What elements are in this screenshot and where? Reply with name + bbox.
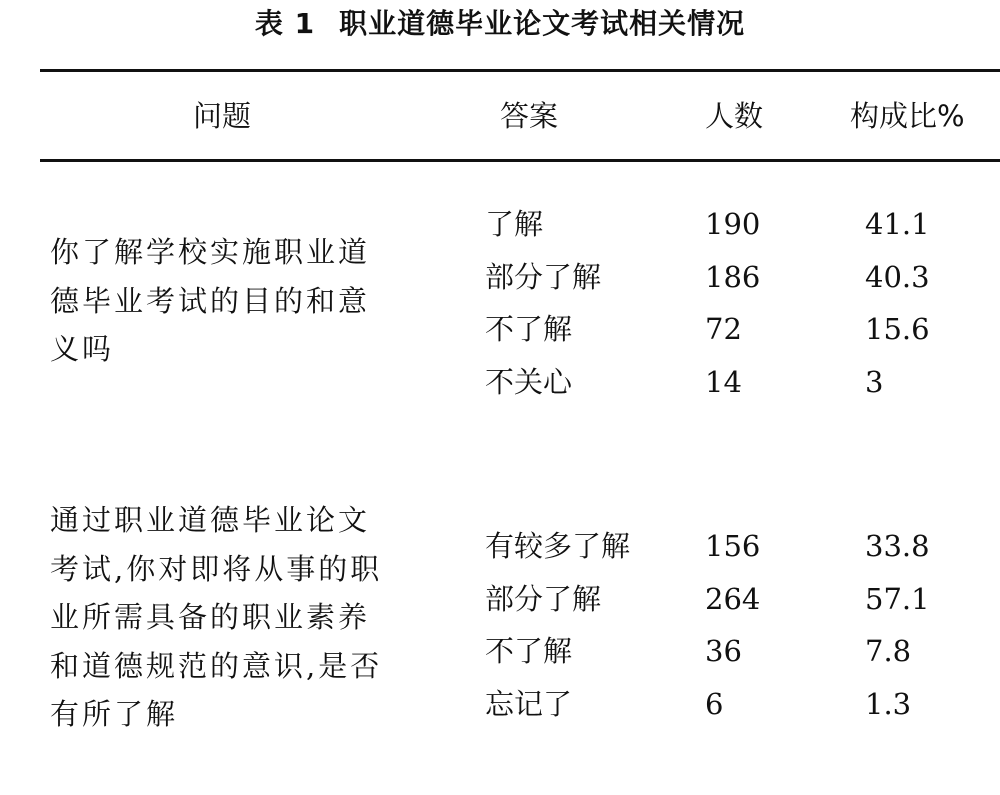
percent-cell: 1.3 [865, 686, 912, 721]
count-cell: 72 [705, 312, 742, 346]
count-cell: 14 [705, 364, 742, 399]
table-caption [0, 4, 1000, 44]
count-cell: 36 [705, 634, 742, 668]
percent-cell: 40.3 [865, 259, 930, 294]
percent-cell: 3 [865, 364, 884, 399]
count-cell: 186 [705, 259, 761, 294]
table-row [485, 522, 1000, 575]
answer-cell: 不了解 [485, 312, 573, 346]
table-row [485, 305, 1000, 358]
answer-cell: 不关心 [485, 364, 573, 399]
answer-group-1 [485, 200, 1000, 410]
question-1: 你了解学校实施职业道德毕业考试的目的和意义吗 [50, 235, 371, 366]
percent-cell: 57.1 [865, 581, 930, 616]
percent-cell: 7.8 [865, 634, 912, 668]
count-cell: 6 [705, 686, 724, 721]
table-row [485, 680, 1000, 733]
percent-cell: 33.8 [865, 529, 930, 563]
answer-cell: 不了解 [485, 634, 573, 668]
question-2: 通过职业道德毕业论文考试,你对即将从事的职业所需具备的职业素养和道德规范的意识,是否有所了解 [50, 503, 383, 731]
answer-group-2 [485, 522, 1000, 732]
table-row [485, 358, 1000, 411]
count-cell: 190 [705, 207, 761, 241]
answer-cell: 忘记了 [485, 686, 573, 721]
table-row [485, 200, 1000, 253]
table-title: 职业道德毕业论文考试相关情况 [339, 7, 746, 40]
header-answer: 答案 [500, 99, 559, 133]
table-number: 表 1 [254, 7, 316, 40]
table-row [485, 575, 1000, 628]
answer-cell: 部分了解 [485, 581, 602, 616]
answer-cell: 部分了解 [485, 259, 602, 294]
header-rule [40, 159, 1000, 162]
table-row [485, 627, 1000, 680]
percent-cell: 41.1 [865, 207, 930, 241]
count-cell: 156 [705, 529, 761, 563]
answer-cell: 了解 [485, 207, 544, 241]
header-question: 问题 [193, 99, 252, 133]
answer-cell: 有较多了解 [485, 529, 631, 563]
percent-cell: 15.6 [865, 312, 930, 346]
top-rule [40, 69, 1000, 72]
header-count: 人数 [705, 99, 764, 133]
table-row [485, 253, 1000, 306]
header-percent: 构成比% [850, 99, 965, 133]
count-cell: 264 [705, 581, 761, 616]
